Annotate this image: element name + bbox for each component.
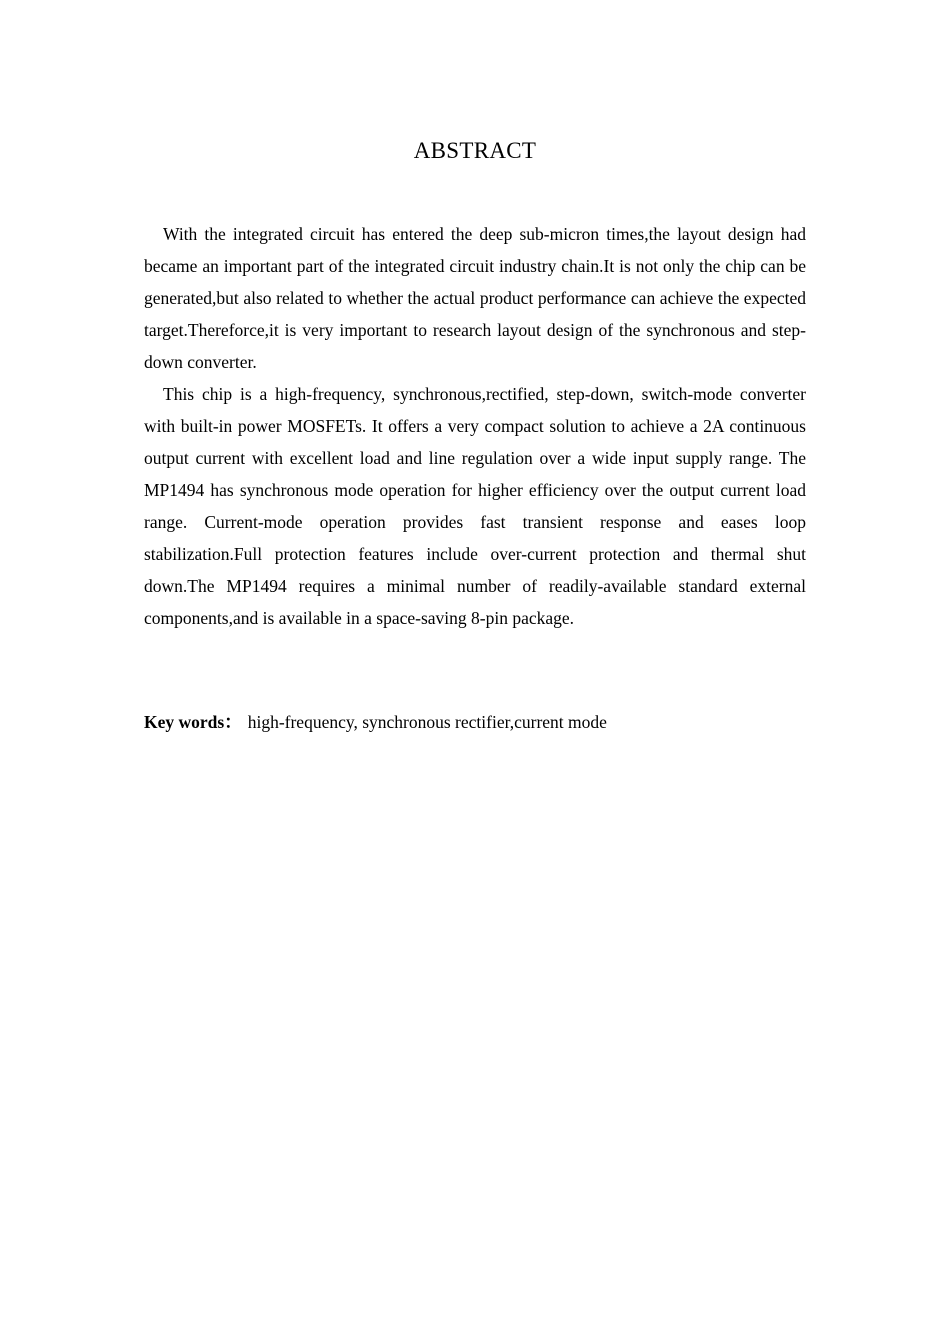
- keywords-label: Key words: [144, 712, 225, 732]
- abstract-title: ABSTRACT: [413, 138, 537, 163]
- abstract-paragraph-1: With the integrated circuit has entered the deep sub-micron times,the layout design had became an important part of the integrated circuit industry chain.It is not only the chip can be generated,but also related to whether the actual product performance can achieve the expected target.Thereforce,it is very important to research layout design of the synchronous and step-down converter.: [144, 224, 806, 372]
- abstract-body: [144, 218, 806, 634]
- abstract-paragraph-2: This chip is a high-frequency, synchronous,rectified, step-down, switch-mode converter with built-in power MOSFETs. It offers a very compact solution to achieve a 2A continuous output current with excellent load and line regulation over a wide input supply range. The MP1494 has synchronous mode operation for higher efficiency over the output current load range. Current-mode operation provides fast transient response and eases loop stabilization.Full protection features include over-current protection and thermal shut down.The MP1494 requires a minimal number of readily-available standard external components,and is available in a space-saving 8-pin package.: [144, 384, 806, 628]
- keywords-separator: ：: [224, 712, 242, 732]
- keywords-line: [144, 706, 806, 738]
- keywords-text: high-frequency, synchronous rectifier,current mode: [247, 712, 607, 732]
